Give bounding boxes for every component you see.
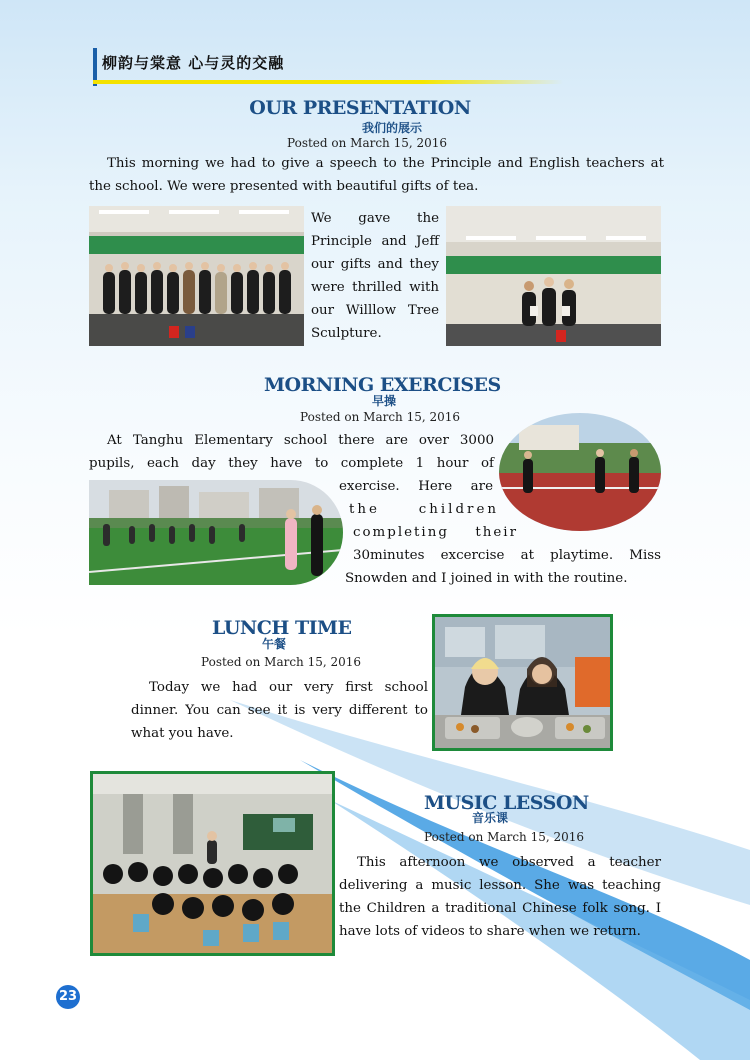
exercises-line-5: completing their: [353, 525, 518, 540]
exercises-subtitle: 早操: [372, 394, 397, 408]
music-subtitle: 音乐课: [472, 811, 509, 825]
page-number-badge: 23: [56, 985, 80, 1009]
music-photo: [90, 771, 335, 956]
exercises-line-7: Snowden and I joined in with the routine.: [345, 571, 628, 586]
header-underline: [93, 80, 563, 84]
music-title: MUSIC LESSON: [424, 792, 589, 814]
exercises-photo-children: [89, 480, 343, 585]
presentation-heading: [0, 97, 750, 119]
exercises-line-1: At Tanghu Elementary school there are over 3000: [107, 433, 494, 448]
presentation-date: Posted on March 15, 2016: [287, 136, 448, 150]
exercises-photo-teachers: [499, 413, 661, 531]
lunch-date: Posted on March 15, 2016: [201, 655, 362, 669]
header-title: 柳韵与棠意 心与灵的交融: [102, 54, 285, 72]
presentation-photo-gifts: [446, 206, 661, 346]
exercises-date: Posted on March 15, 2016: [300, 410, 461, 424]
lunch-body: Today we had our very first school dinner. You can see it is very different to what you have.: [131, 680, 428, 741]
exercises-line-6: 30minutes excercise at playtime. Miss: [353, 548, 661, 563]
exercises-line-4: the children: [349, 502, 499, 517]
exercises-line-3: exercise. Here are: [339, 479, 493, 494]
presentation-subtitle: 我们的展示: [362, 121, 423, 135]
music-body: This afternoon we observed a teacher delivering a music lesson. She was teaching the Children a traditional Chinese folk song. I have lots of videos to share when we return.: [339, 855, 661, 939]
presentation-photo-group: [89, 206, 304, 346]
exercises-title: MORNING EXERCISES: [264, 374, 501, 396]
lunch-subtitle: 午餐: [262, 637, 287, 651]
exercises-line-2: pupils, each day they have to complete 1 hour of: [89, 456, 494, 471]
presentation-title: OUR PRESENTATION: [249, 97, 471, 119]
lunch-photo: [432, 614, 613, 751]
music-date: Posted on March 15, 2016: [424, 830, 585, 844]
lunch-title: LUNCH TIME: [212, 617, 352, 639]
presentation-body: This morning we had to give a speech to the Principle and English teachers at the school. We were presented with beautiful gifts of tea.: [89, 156, 664, 194]
presentation-caption: We gave the Principle and Jeff our gifts and they were thrilled with our Willlow Tree Sculpture.: [311, 211, 439, 341]
